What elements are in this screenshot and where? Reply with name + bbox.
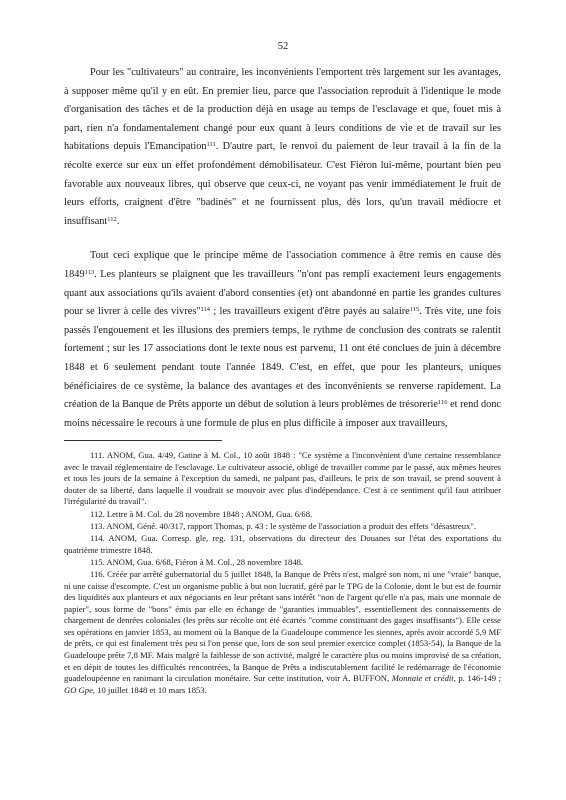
text-run: .: [116, 215, 120, 227]
footnote-112: [64, 509, 501, 521]
footnote-text: , p. 146-149 ;: [453, 673, 502, 684]
footnote-text: 113. ANOM, Géné. 40/317, rapport Thomas, p. 43 : le système de l'association a produit des effets "désastreux".: [90, 520, 476, 531]
footnote-ref[interactable]: 112: [107, 215, 117, 223]
footnote-separator: [64, 440, 222, 441]
body-paragraph: [64, 64, 501, 231]
footnote-ref[interactable]: 116: [437, 399, 448, 407]
journal-title: GO Gpe: [64, 684, 93, 695]
footnote-116: [64, 569, 501, 697]
footnote-text: 116. Créée par arrêté gubernatorial du 5 juillet 1848, la Banque de Prêts n'est, malgré son nom, ni une "vraie" banque, ni une caisse d'escompte. C'est un organisme public à but non lucratif, géré par le TPG de la Colonie, dont le but est de fournir des liquidités aux planteurs et aux négociants en leur prêtant sans intérêt "non de l'argent qu'elle n'a pas, mais une monnaie de papier", sous forme de "bons" émis par elle en échange de "garanties immuables", essentiellement des connaissements de chargement de denrées coloniales (les prêts sur récolte ont été écartés "comme constituant des gages insuffisants"). Elle cesse ses opérations en janvier 1853, au moment où la Banque de la Guadeloupe commence les siennes, après avoir accordé 5,9 MF de prêts, ce qui est finalement très peu si l'on pense que, lors de son seul premier exercice complet (1853-54), la Banque de la Guadeloupe prête 7,8 MF. Mais malgré la faiblesse de son activité, malgré le caractère plus ou moins improvisé de sa création, et en dépit de toutes les difficultés rencontrées, la Banque de Prêts a indiscutablement facilité le redémarrage de l'économie guadeloupéenne en ranimant la circulation monétaire. Sur cette institution, voir A. BUFFON,: [64, 568, 501, 684]
footnote-115: [64, 557, 501, 569]
text-run: . D'autre part, le renvoi du paiement de leur travail à la fin de la récolte exerce sur eux un effet profondément démobilisateur. C'est Fiéron lui-même, pourtant bien peu favorable aux nouveaux libres, qui observe que ceux-ci, ne voyant pas venir immédiatement le fruit de leurs efforts, craignent d'être "badinés" et ne fournissent plus, dès lors, qu'un travail médiocre et insuffisant: [64, 141, 501, 227]
book-title: Monnaie et crédit: [391, 673, 454, 684]
footnote-ref[interactable]: 111: [206, 141, 216, 149]
text-run: et rend donc moins nécessaire le recours à une formule de plus en plus difficile à imposer aux travailleurs,: [64, 399, 501, 429]
text-run: Tout ceci explique que le principe même de l'association commence à être remis en cause dès 1849: [64, 250, 501, 280]
footnote-ref[interactable]: 113: [84, 268, 95, 276]
footnote-text: 112. Lettre à M. Col. du 28 novembre 1848 ; ANOM, Gua. 6/68.: [90, 508, 313, 519]
footnote-text: , 10 juillet 1848 et 10 mars 1853.: [92, 684, 207, 695]
main-text: [64, 64, 501, 433]
text-run: . Très vite, une fois passés l'engouement et les illusions des premiers temps, le rythme de conclusion des contrats se ralentit fortement ; sur les 17 associations dont le texte nous est parvenu, 11 ont été conclues de juin à décembre 1848 et 6 seulement pendant toute l'année 1849. C'est, en effet, que pour les planteurs, uniques bénéficiaires de ce système, la balance des avantages et des inconvénients se renverse rapidement. La création de la Banque de Prêts apporte un début de solution à leurs problèmes de trésorerie: [64, 306, 502, 411]
body-paragraph: [64, 247, 501, 433]
footnote-113: [64, 521, 501, 533]
footnote-text: 115. ANOM, Gua. 6/68, Fiéron à M. Col., 28 novembre 1848.: [90, 556, 304, 567]
footnotes: [64, 450, 501, 697]
page-number: 52: [277, 41, 289, 52]
text-run: . Les planteurs se plaignent que les travailleurs "n'ont pas rempli exactement leurs engagements quant aux associations qu'ils avaient d'abord consenties (et) ont abandonné en partie les grandes cultures pour se livrer à celle des vivres": [64, 268, 501, 318]
text-run: ; les travailleurs exigent d'être payés au salaire: [210, 306, 410, 318]
footnote-114: [64, 533, 501, 556]
footnote-111: [64, 450, 501, 508]
footnote-ref[interactable]: 114: [200, 306, 211, 314]
footnote-text: 114. ANOM, Gua. Corresp. gle, reg. 131, observations du directeur des Douanes sur l'état des exportations du quatrième trimestre 1848.: [64, 532, 501, 555]
footnote-ref[interactable]: 115: [409, 306, 420, 314]
text-run: Pour les "cultivateurs" au contraire, les inconvénients l'emportent très largement sur les avantages, à supposer même qu'il y en eût. En premier lieu, parce que l'association reproduit à l'identique le mode d'organisation des tâches et de la production déjà en usage au temps de l'esclavage et que, fouet mis à part, rien n'a fondamentalement changé pour eux quant à leurs conditions de vie et de travail sur les habitations depuis l'Emancipation: [64, 67, 501, 153]
footnote-text: 111. ANOM, Gua. 4/49, Gatine à M. Col., 10 août 1848 : "Ce système a l'inconvénient d'une certaine ressemblance avec le travail réglementaire de l'esclavage. Le cultivateur associé, obligé de travailler comme par le passé, aux mêmes heures et tous les jours de la semaine à l'exception du samedi, ne palpant pas, d'ailleurs, le prix de son travail, se prend souvent à douter de sa liberté, dans laquelle il voudrait se mouvoir avec plus d'indépendance. C'est à ce sentiment qu'il faut attribuer l'irrégularité du travail".: [64, 450, 501, 507]
